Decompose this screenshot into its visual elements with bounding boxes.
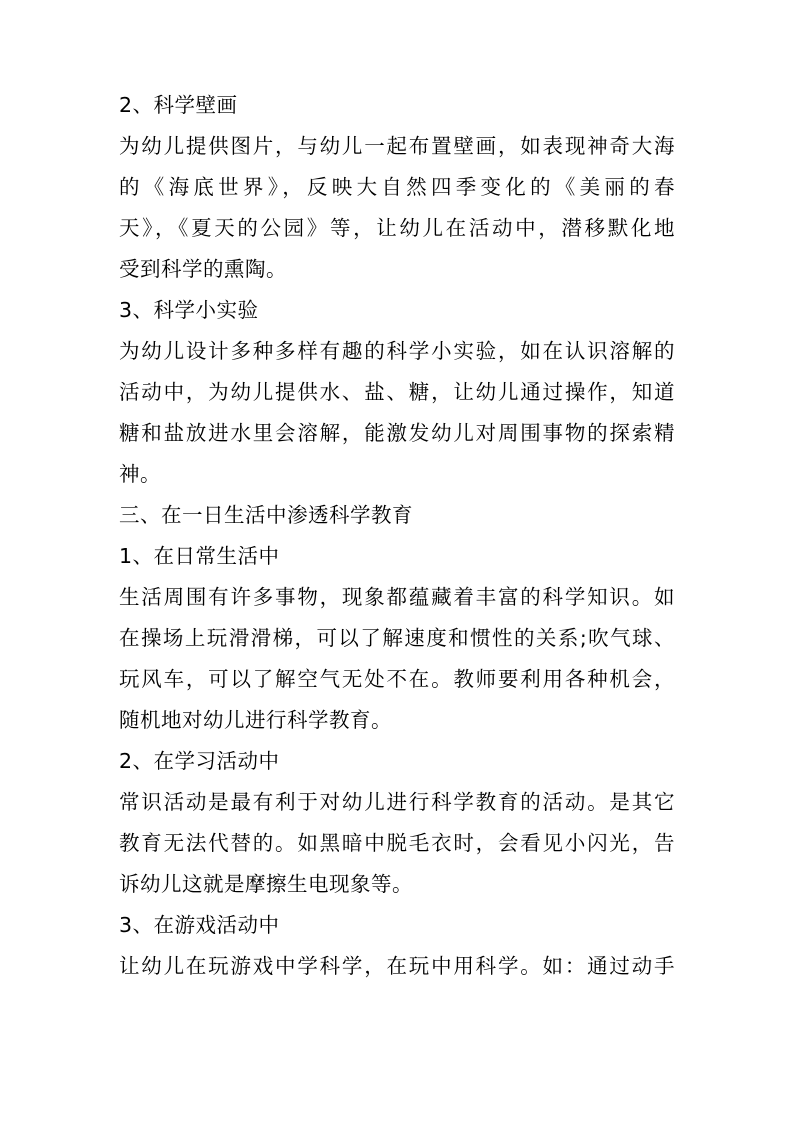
paragraph-line: 的《海底世界》，反映大自然四季变化的《美丽的春 [119,175,675,199]
paragraph-line: 为幼儿设计多种多样有趣的科学小实验，如在认识溶解的 [119,339,675,363]
paragraph-line: 玩风车，可以了解空气无处不在。教师要利用各种机会， [119,667,675,691]
section-heading: 3、在游戏活动中 [119,913,280,937]
paragraph-line: 生活周围有许多事物，现象都蕴藏着丰富的科学知识。如 [119,585,675,609]
section-heading: 3、科学小实验 [119,298,259,322]
paragraph-line: 教育无法代替的。如黑暗中脱毛衣时，会看见小闪光，告 [119,831,675,855]
paragraph-line: 受到科学的熏陶。 [119,257,287,281]
paragraph-line: 让幼儿在玩游戏中学科学，在玩中用科学。如：通过动手 [119,954,675,978]
paragraph-line: 天》，《夏天的公园》等，让幼儿在活动中，潜移默化地 [119,216,675,240]
paragraph-line: 常识活动是最有利于对幼儿进行科学教育的活动。是其它 [119,790,675,814]
chapter-heading: 三、在一日生活中渗透科学教育 [119,503,413,527]
paragraph-line: 随机地对幼儿进行科学教育。 [119,708,392,732]
document-page [119,92,675,994]
paragraph-line: 糖和盐放进水里会溶解，能激发幼儿对周围事物的探索精 [119,421,675,445]
paragraph-line: 神。 [119,462,161,486]
paragraph-line: 诉幼儿这就是摩擦生电现象等。 [119,872,413,896]
section-heading: 1、在日常生活中 [119,544,280,568]
paragraph-line: 为幼儿提供图片，与幼儿一起布置壁画，如表现神奇大海 [119,134,675,158]
paragraph-line: 在操场上玩滑滑梯，可以了解速度和惯性的关系;吹气球、 [119,626,675,650]
section-heading: 2、科学壁画 [119,93,238,117]
paragraph-line: 活动中，为幼儿提供水、盐、糖，让幼儿通过操作，知道 [119,380,675,404]
section-heading: 2、在学习活动中 [119,749,280,773]
